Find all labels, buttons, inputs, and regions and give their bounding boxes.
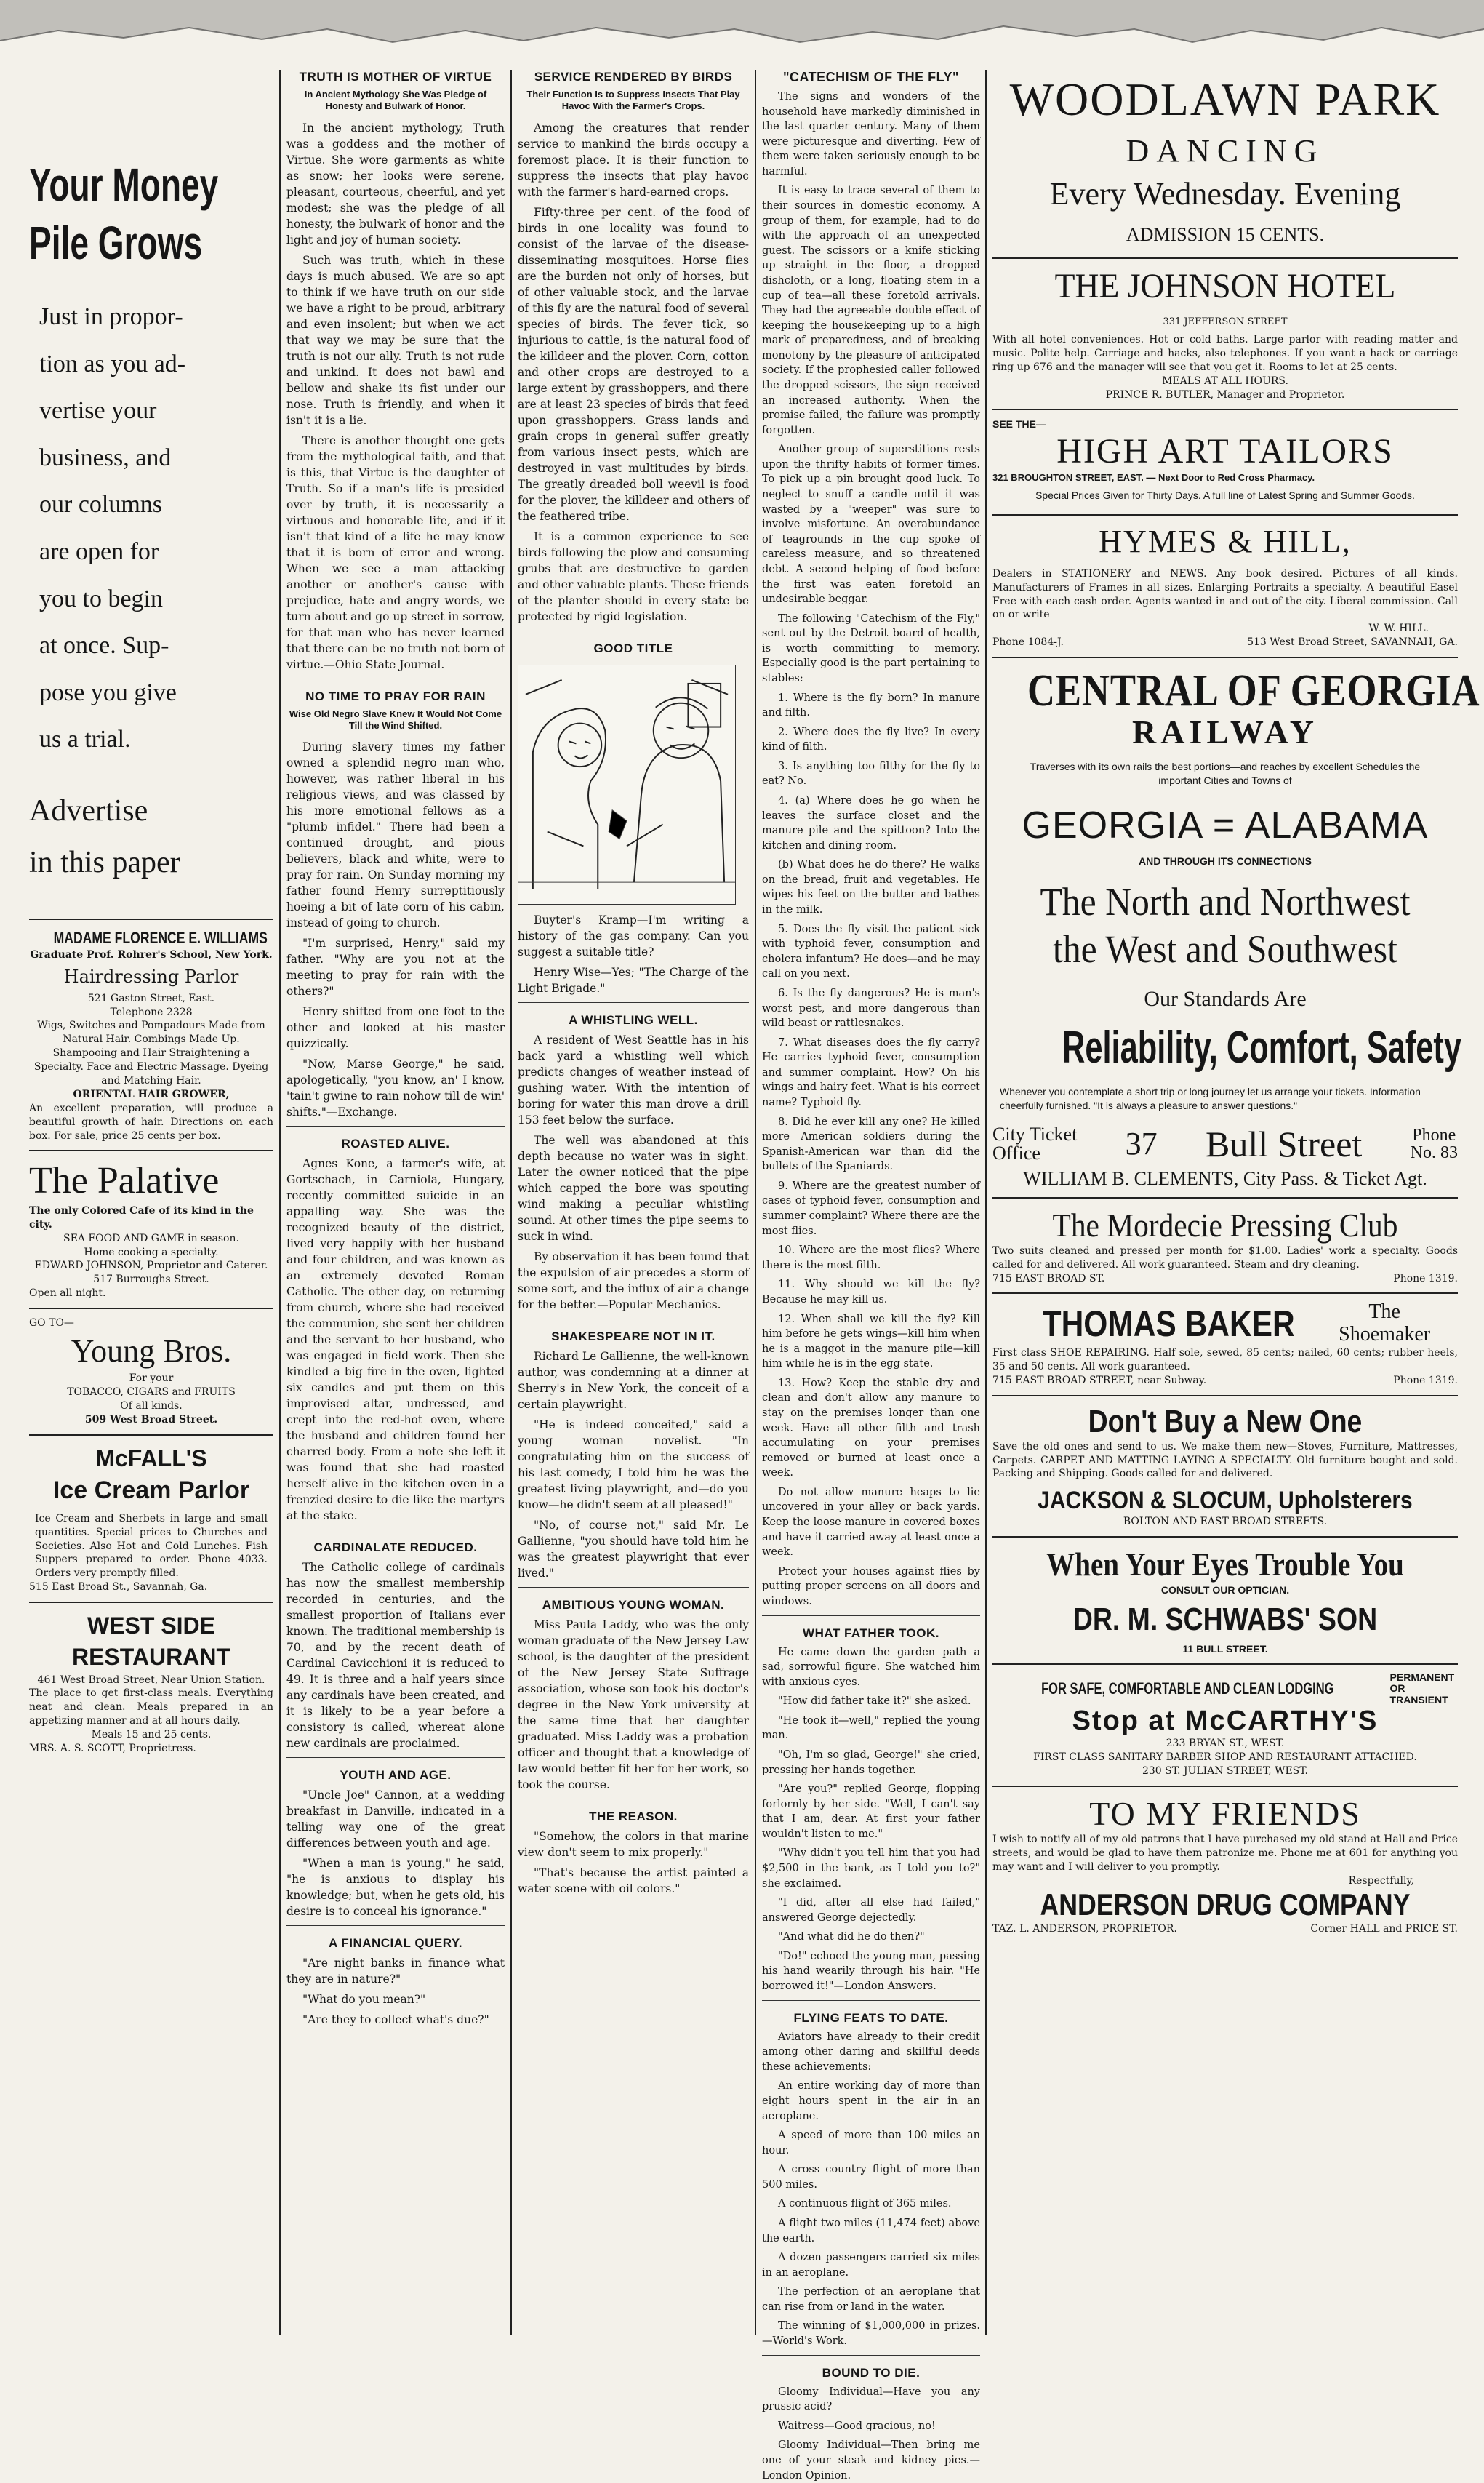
article-paragraph: 7. What diseases does the fly carry? He carries typhoid fever, consumption and summer complaint. How? On his wings and hairy feet. What is his correct name? Typhoid fly. [762,1036,980,1108]
article-paragraph: A dozen passengers carried six miles in an aeroplane. [762,2252,980,2279]
johnson-text: With all hotel conveniences. Hot or cold baths. Large parlor with reading matter and music. Polite help. Carriage and hacks, also telephones. If you want a hack or carriage ring up 676 and the manager will see that you get it. Rooms to let at 25 cents. [992,334,1458,373]
article-paragraph: Fifty-three per cent. of the food of birds in one locality was found to consist of the larvae of the disease-disseminating mosquitoes. Horse flies are the burden not only of horses, but of other valuable stock, and the larvae of this fly are the natural food of several species of birds. The fever tick, so injurious to cattle, is the natural food of the killdeer and the plover. Corn, cotton and other crops are destroyed to a large extent by grasshoppers, and there are at least 23 species of birds that feed upon grasshoppers. Grass lands and grain crops in general suffer greatly from various insect pests, which are destroyed in vast multitudes by birds. The greatly dreaded boll weevil is food for the plover, the killdeer and others of the feathered tribe. [518,205,749,523]
johnson-title: THE JOHNSON HOTEL [1054,267,1396,305]
article-paragraph: Such was truth, which in these days is much abused. We are so apt to think if we have truth on our side we have a right to be proud, arbitrary and even insolent; but when we act that way we may be sure that the truth is not our ally. Truth is not rude and unkind. It does not bawl and bellow and shake its fist under our nose. Truth is friendly, and when it isn't it is a lie. [286,253,505,427]
article-paragraph: A cross country flight of more than 500 miles. [762,2164,980,2191]
tailors-address: 321 BROUGHTON STREET, EAST. — Next Door to Red Cross Pharmacy. [992,472,1315,484]
article-paragraph: Do not allow manure heaps to lie uncovered in your alley or back yards. Keep the loose manure in covered boxes and have it carried away at least once a week. [762,1486,980,1559]
article-paragraph: Miss Paula Laddy, who was the only woman graduate of the New Jersey Law school, is the daughter of the president of the New Jersey State Suffrage association, whose son took his doctor's degree in the New York university at the same time that her daughter graduated. Miss Laddy was a probation officer and thought that a knowledge of law would better fit her for her work, so took the course. [518,1618,749,1791]
jackson-address: BOLTON AND EAST BROAD STREETS. [1123,1516,1328,1528]
our-standards: Our Standards Are [1144,987,1307,1012]
baker-shoemaker: Shoemaker [1339,1323,1431,1346]
hymes-text: Dealers in STATIONERY and NEWS. Any book desired. Pictures of all kinds. Manufacturers of Frames in all sizes. Enlarging Portraits a specialty. A beautiful Easel Free with each cash order. Agents wanted in and out of the city. Liberal commission. Call on or write [992,567,1458,621]
dont-buy-ad [992,1404,1458,1530]
ticket-agent: WILLIAM B. CLEMENTS, City Pass. & Ticket Agt. [1023,1167,1427,1189]
ad-body-lines [29,294,273,764]
article-headline: SERVICE RENDERED BY BIRDS [534,70,733,84]
article-paragraph: "How did father take it?" she asked. [778,1695,971,1708]
schwab-title: DR. M. SCHWABS' SON [1072,1602,1378,1638]
column-rule [755,70,756,2335]
article-paragraph: Protect your houses against flies by putting proper screens on all doors and windows. [762,1565,980,1607]
ad-body-line: pose you give [39,679,177,706]
cartoon-caption: Henry Wise—Yes; "The Charge of the Light Brigade." [518,965,749,995]
young-name: Young Bros. [71,1332,232,1369]
article-paragraph: "Somehow, the colors in that marine view don't seem to mix properly." [518,1829,749,1859]
north-northwest: The North and Northwest [1040,879,1411,924]
article-paragraph: 1. Where is the fly born? In manure and filth. [762,692,980,719]
ad-title-line2: Pile Grows [29,216,203,269]
palative-name: The Palative [29,1160,220,1202]
column-ads-left [29,70,273,2335]
article-paragraph: "Are night banks in finance what they are in nature?" [286,1956,505,1986]
williams-grower-text: An excellent preparation, will produce a beautiful growth of hair. Directions on each box. For sale, price 25 cents per box. [29,1102,273,1142]
anderson-title: ANDERSON DRUG COMPANY [1040,1887,1411,1922]
cog-title: CENTRAL OF GEORGIA [1027,666,1480,716]
young-goods: TOBACCO, CIGARS and FRUITS [67,1386,236,1399]
article-paragraph: "Are you?" replied George, flopping forlornly by her side. "Well, I can't say that I am, dear. At first your father wouldn't listen to me." [762,1783,980,1840]
dont-buy-text: Save the old ones and send to us. We make them new—Stoves, Furniture, Mattresses, Carpets. CARPET AND MATTING LAYING A SPECIALTY. Old furniture bought and sold. Packing and Shipping. Goods called for and delivered. [992,1440,1458,1480]
westside-text: The place to get first-class meals. Everything neat and clean. Meals prepared in an appetizing manner and at all hours daily. [29,1687,273,1727]
article-paragraph: 8. Did he ever kill any one? He killed more American soldiers during the Spanish-American war than did the bullets of the Spaniards. [762,1116,980,1173]
baker-phone: Phone 1319. [1393,1374,1458,1386]
westside-title-2: RESTAURANT [71,1644,231,1671]
article-paragraph: The well was abandoned at this depth because no water was in sight. Later the owner noticed that the pipe which capped the bore was spouting wind making a peculiar whistling sound. At other times the pipe seems to suck in wind. [518,1133,749,1243]
column-ads-right [992,73,1480,2335]
williams-name: MADAME FLORENCE E. WILLIAMS [53,928,268,947]
article-headline: "CATECHISM OF THE FLY" [782,70,960,84]
westside-owner: MRS. A. S. SCOTT, Proprietress. [29,1742,196,1754]
article-paragraph: "He took it—well," replied the young man. [762,1714,980,1742]
article-headline: GOOD TITLE [593,641,673,655]
article-paragraph: Agnes Kone, a farmer's wife, at Gortschach, in Carniola, Hungary, recently committed suicide in an appalling way. She was the recognized beauty of the district, lived very happily with her husband and four children, and was known as an extremely devoted Roman Catholic. The other day, on returning from church, where she had received the communion, she sent her children and the servant to her husband, who was engaged in field work. Then she kindled a big fire in the oven, lighted six candles and put them on this improvised altar, undressed, and crept into the red-hot oven, where the husband and children found her charred body. From a note she left it was found that she had roasted herself alive in the kitchen oven in a frenzied desire to die like the martyrs at the stake. [286,1157,505,1522]
mccarthy-ad [992,1672,1458,1778]
mordecie-ad [992,1206,1458,1286]
anderson-proprietor: TAZ. L. ANDERSON, PROPRIETOR. [992,1923,1177,1935]
tailors-ad [992,417,1458,506]
westside-ad [29,1610,273,1756]
article-paragraph: The winning of $1,000,000 in prizes.—World's Work. [762,2320,980,2348]
westside-address: 461 West Broad Street, Near Union Station. [37,1674,265,1686]
ticket-number: 37 [1125,1126,1158,1162]
article-subhead: In Ancient Mythology She Was Pledge of Honesty and Bulwark of Honor. [304,89,487,112]
young-kinds: Of all kinds. [120,1399,183,1412]
woodlawn-ad [992,73,1458,246]
mcfall-name: McFALL'S [95,1444,207,1471]
article-paragraph: Henry shifted from one foot to the other and looked at his master quizzically. [286,1005,505,1050]
palative-hours: Open all night. [29,1287,106,1300]
young-for: For your [129,1372,174,1385]
article-paragraph: Gloomy Individual—Have you any prussic acid? [762,2386,980,2413]
article-paragraph: 2. Where does the fly live? In every kind of filth. [762,726,980,753]
williams-phone: Telephone 2328 [110,1006,193,1018]
central-georgia-ad [992,665,1480,1190]
palative-sea-food: SEA FOOD AND GAME in season. [63,1232,239,1244]
article-headline: THE REASON. [589,1809,678,1823]
mccarthy-stop: Stop at McCARTHY'S [1072,1706,1379,1737]
article-paragraph: "He is indeed conceited," said a young woman novelist. "In congratulating him on the success of his last comedy, I told him he was the greatest living playwright, and—do you know—he didn't seem at all pleased!" [518,1418,749,1511]
woodlawn-title: WOODLAWN PARK [1009,73,1441,125]
williams-grower: ORIENTAL HAIR GROWER, [73,1088,230,1100]
palative-home-cooking: Home cooking a specialty. [84,1246,219,1258]
article-paragraph: During slavery times my father owned a splendid negro man who, however, was rather liberal in his religious views, and was classed by his more emotional fellows as a "plumb infidel." There had been a continued drought, and pious believers, black and white, were to pray for rain. On Sunday morning my father found Henry surreptitiously hoeing a bit of late corn of his cabin, instead of going to church. [286,740,505,929]
ad-tagline-1: Advertise [29,793,148,828]
williams-parlor: Hairdressing Parlor [63,967,239,988]
reliability-comfort-safety: Reliability, Comfort, Safety [1062,1023,1462,1073]
williams-graduate: Graduate Prof. Rohrer's School, New York. [30,949,273,961]
georgia-alabama: GEORGIA = ALABAMA [1022,804,1429,847]
williams-ad [29,927,273,1143]
baker-the: The [1368,1300,1400,1324]
tailors-title: HIGH ART TAILORS [1056,432,1394,471]
article-paragraph: "Are they to collect what's due?" [302,2013,489,2026]
mcfall-address: 515 East Broad St., Savannah, Ga. [29,1581,208,1594]
article-paragraph: (b) What does he do there? He walks on the bread, fruit and vegetables. He wipes his feet on the butter and bathes in the milk. [762,859,980,916]
article-headline: NO TIME TO PRAY FOR RAIN [305,689,486,703]
article-paragraph: It is a common experience to see birds following the plow and consuming grubs that are destructive to garden and other valuable plants. These friends of the planter should in every state be protected by rigid legislation. [518,529,749,623]
westside-title-1: WEST SIDE [87,1612,215,1639]
ad-title-line1: Your Money [29,159,219,211]
article-paragraph: Richard Le Gallienne, the well-known author, was condemning at a dinner at Sherry's in New York, the conceit of a certain playwright. [518,1349,749,1411]
flying-feats [762,2030,980,2349]
cog-railway: RAILWAY [1132,713,1318,751]
mcfall-subtitle: Ice Cream Parlor [52,1476,250,1504]
article-paragraph: The signs and wonders of the household have markedly diminished in the last quarter century. Many of them were picturesque and diverting. Few of them were taken seriously enough to be harmful. [762,91,980,177]
young-address: 509 West Broad Street. [84,1413,218,1426]
williams-address: 521 Gaston Street, East. [87,992,215,1004]
optician-ad [992,1545,1458,1656]
article-paragraph: An entire working day of more than eight hours spent in the air in an aeroplane. [762,2080,980,2122]
article-paragraph: 11. Why should we kill the fly? Because he may kill us. [762,1279,980,1306]
williams-services: Wigs, Switches and Pompadours Made from Natural Hair. Combings Made Up. Shampooing and Hair Straightening a Specialty. Face and Electric Massage. Dyeing and Matching Hair. [33,1020,269,1087]
mccarthy-barber: FIRST CLASS SANITARY BARBER SHOP AND RESTAURANT ATTACHED. [1033,1751,1417,1764]
tailors-special: Special Prices Given for Thirty Days. A full line of Latest Spring and Summer Goods. [1035,489,1415,501]
tailors-see: SEE THE— [992,418,1046,431]
ad-body-line: you to begin [39,585,163,612]
palative-ad [29,1159,273,1300]
article-paragraph: Another group of superstitions rests upon the thrifty habits of former times. To pick up a pin brought good luck. To neglect to snuff a candle until it was wasted by a "weeper" was sure to involve misfortune. An overabundance of teagrounds in the cup spoke of careless measure, and so threatened debt. A second helping of food before the first was eaten foretold an undesirable beggar. [762,444,980,606]
article-paragraph: "What do you mean?" [302,1993,426,2006]
article-paragraph: The Catholic college of cardinals has now the smallest membership recorded in centuries, and the smallest proportion of Italians ever known. The traditional membership is 70, and by the recent death of Cardinal Cavicchioni it is reduced to 49. It is three and a half years since any cardinals have been created, and it is likely to be a year before a consistory is called, whereat alone new cardinals are proclaimed. [286,1561,505,1750]
mccarthy-transient: OR TRANSIENT [1389,1682,1448,1706]
johnson-hotel-ad [992,266,1458,401]
article-paragraph: "And what did he do then?" [778,1931,925,1943]
article-paragraph: A flight two miles (11,474 feet) above the earth. [762,2218,980,2244]
article-paragraph: "When a man is young," he said, "he is anxious to display his knowledge; but, when he gets old, his desire is to conceal his ignorance." [286,1857,505,1918]
article-paragraph: By observation it has been found that the expulsion of air precedes a storm of some sort, and the influx of air a change for the better.—Popular Mechanics. [518,1250,749,1311]
article-paragraph: 4. (a) Where does he go when he leaves the surface closet and the manure pile and the spittoon? Into the kitchen and dining room. [762,795,980,852]
ad-body-line: tion as you ad- [39,350,186,377]
mordecie-title: The Mordecie Pressing Club [1052,1206,1398,1244]
friends-ad [992,1794,1458,1936]
cartoon-caption: Buyter's Kramp—I'm writing a history of the gas company. Can you suggest a suitable title? [518,913,749,959]
article-paragraph: Waitress—Good gracious, no! [778,2420,936,2432]
mccarthy-address: 233 BRYAN ST., WEST. [1166,1738,1285,1750]
article-paragraph: The following "Catechism of the Fly," sent out by the Detroit board of health, is worth committing to memory. Especially good is the part pertaining to stables: [762,612,980,684]
friends-text: I wish to notify all of my old patrons that I have purchased my old stand at Hall and Price streets, and would be glad to have them patronize me. Phone me at 601 for anything you may want and I will deliver to you promptly. [992,1833,1458,1873]
article-subhead: Their Function Is to Suppress Insects That Play Havoc With the Farmer's Crops. [526,89,740,112]
ticket-office-2: Office [992,1142,1040,1164]
article-paragraph: There is another thought one gets from the mythological faith, and that is this, that Virtue is the daughter of Truth. So if a man's life is presided over by truth, it is necessarily a virtuous and honorable life, and if it isn't that kind of a life he may know that it is born of error and wrong. When we see a man attacking another or another's cause with prejudice, hate and angry words, we turn about and go up street in sorrow, for that man who has never learned that there can be no truth not born of virtue.—Ohio State Journal. [286,433,505,671]
cog-text: Traverses with its own rails the best portions—and reaches by excellent Schedules the important Cities and Towns of [1030,761,1421,787]
article-paragraph: 12. When shall we kill the fly? Kill him before he gets wings—kill him when he is a maggot in the manure pile—kill him while he is in the egg state. [762,1313,980,1370]
column-articles-4 [762,70,980,2482]
mcfall-text: Ice Cream and Sherbets in large and small quantities. Special prices to Churches and Societies. Also Hot and Cold Lunches. Fish Suppers prepared to order. Phone 4033. Orders very promptly filled. [35,1512,268,1580]
ad-body-line: at once. Sup- [39,632,169,660]
schwab-address: 11 BULL STREET. [1182,1643,1268,1655]
article-paragraph: Gloomy Individual—Then bring me one of your steak and kidney pies.—London Opinion. [762,2439,980,2482]
article-paragraph: "Do!" echoed the young man, passing his hand wearily through his hair. "He borrowed it!"—London Answers. [762,1950,980,1993]
mccarthy-safe: FOR SAFE, COMFORTABLE AND CLEAN LODGING [1041,1679,1334,1698]
young-bros-ad [29,1316,273,1427]
eyes-title: When Your Eyes Trouble You [1046,1546,1404,1583]
cog-connections: AND THROUGH ITS CONNECTIONS [1139,855,1312,867]
baker-address: 715 EAST BROAD STREET, near Subway. [992,1374,1207,1386]
johnson-meals: MEALS AT ALL HOURS. [1162,375,1288,387]
article-paragraph: 9. Where are the greatest number of cases of typhoid fever, consumption and summer complaint? Where there are the most flies. [762,1180,980,1237]
eyes-consult: CONSULT OUR OPTICIAN. [1160,1584,1290,1596]
article-paragraph: He came down the garden path a sad, sorrowful figure. She watched him with anxious eyes. [762,1646,980,1688]
father-story [762,1645,980,1994]
baker-text: First class SHOE REPAIRING. Half sole, sewed, 85 cents; nailed, 60 cents; rubber heels, 35 and 50 cents. All work guaranteed. [992,1347,1458,1372]
mordecie-text: Two suits cleaned and pressed per month for $1.00. Ladies' work a specialty. Goods called for and delivered. All work guaranteed. Steam and dry cleaning. [992,1244,1458,1271]
article-paragraph: A continuous flight of 365 miles. [778,2198,952,2210]
woodlawn-admission: ADMISSION 15 CENTS. [1126,224,1325,245]
hymes-phone: Phone 1084-J. [992,636,1064,649]
friends-respectfully: Respectfully, [1348,1874,1414,1887]
article-paragraph: 5. Does the fly visit the patient sick with typhoid fever, consumption and cholera infantum? He does—and he may call on you next. [762,923,980,980]
mordecie-phone: Phone 1319. [1393,1272,1458,1284]
article-paragraph: A resident of West Seattle has in his back yard a whistling well which predicts changes of weather instead of gushing water. With the intention of boring for water this man drove a drill 153 feet below the surface. [518,1033,749,1127]
article-paragraph: A speed of more than 100 miles an hour. [762,2130,980,2156]
palative-address: 517 Burroughs Street. [93,1274,209,1286]
cog-contemplate: Whenever you contemplate a short trip or long journey let us arrange your tickets. Information cheerfully furnished. "It is always a pleasure to answer questions." [1000,1085,1421,1111]
woodlawn-dancing: DANCING [1126,133,1325,169]
article-headline: BOUND TO DIE. [822,2365,921,2380]
ad-body-line: vertise your [39,397,157,425]
article-headline: A FINANCIAL QUERY. [328,1936,463,1950]
young-goto: GO TO— [29,1317,74,1330]
dont-buy-title: Don't Buy a New One [1088,1403,1363,1439]
article-paragraph: Among the creatures that render service to mankind the birds occupy a foremost place. It is their function to suppress the insects that play havoc with the farmer's hard-earned crops. [518,121,749,199]
article-headline: ROASTED ALIVE. [341,1137,450,1151]
friends-title: TO MY FRIENDS [1089,1794,1361,1832]
torn-page-edge [0,0,1484,65]
article-headline: WHAT FATHER TOOK. [803,1626,939,1640]
cartoon-illustration [518,665,736,905]
hymes-title: HYMES & HILL, [1099,523,1352,559]
article-paragraph: 13. How? Keep the stable dry and clean and don't allow any manure to stay on the premises longer than one week. Have all other filth and trash accumulating on your premises removed or burned at least once a week. [762,1377,980,1479]
mordecie-address: 715 EAST BROAD ST. [992,1272,1105,1284]
anderson-address: Corner HALL and PRICE ST. [1310,1923,1458,1935]
ticket-phone-1: Phone [1412,1125,1456,1145]
ad-body-line: us a trial. [39,726,131,753]
jackson-title: JACKSON & SLOCUM, Upholsterers [1038,1487,1413,1515]
ad-tagline-2: in this paper [29,846,180,880]
article-subhead: Wise Old Negro Slave Knew It Would Not Come Till the Wind Shifted. [289,708,502,731]
article-paragraph: It is easy to trace several of them to their sources in domestic economy. A group of them, for example, had to do with the approach of an unexpected guest. The scissors or a knife sticking up straight in the floor, a dropped dishcloth, or a long, floating stem in a cup of tea—all these foretold arrivals. They had the agreeable double effect of keeping the housekeeping up to a high mark of preparedness, and of breaking monotony by the pleasure of anticipated society. If the prophesied caller followed the dropped scissors, the sign received an increased authority. When the promise failed, the failure was promptly forgotten. [762,185,980,436]
baker-title: THOMAS BAKER [1042,1303,1295,1345]
ticket-street: Bull Street [1206,1123,1363,1164]
mccarthy-address-2: 230 ST. JULIAN STREET, WEST. [1142,1765,1308,1777]
hymes-who: W. W. HILL. [1368,623,1429,635]
ad-body-line: Just in propor- [39,303,183,330]
article-headline: TRUTH IS MOTHER OF VIRTUE [299,70,492,84]
article-paragraph: "Oh, I'm so glad, George!" she cried, pressing her hands together. [762,1748,980,1776]
ad-body-line: are open for [39,537,159,565]
ticket-office-1: City Ticket [992,1123,1078,1145]
article-paragraph: 10. Where are the most flies? Where there is the most filth. [762,1244,980,1271]
westside-meals: Meals 15 and 25 cents. [91,1729,212,1741]
article-paragraph: "Now, Marse George," he said, apologetically, "you know, an' I know, 'tain't gwine to rain nohow till de win' shifts."—Exchange. [286,1057,505,1119]
mcfall-ad [29,1443,273,1594]
advertise-ad [29,70,273,889]
hymes-hill-ad [992,523,1458,649]
ad-body-line: our columns [39,491,163,519]
article-paragraph: 6. Is the fly dangerous? He is man's worst pest, and more dangerous than wild beast or rattlesnakes. [762,987,980,1030]
ad-body-line: business, and [39,444,172,471]
catechism-list [762,691,980,1610]
palative-text: The only Colored Cafe of its kind in the city. [29,1204,254,1231]
mccarthy-permanent: PERMANENT [1389,1671,1455,1684]
article-paragraph: "I'm surprised, Henry," said my father. "Why are you not at the meeting to pray for rain with the others?" [286,937,505,998]
article-headline: CARDINALATE REDUCED. [313,1540,478,1554]
bound-to-die [762,2385,980,2483]
article-paragraph: "I did, after all else had failed," answered George dejectedly. [762,1897,980,1924]
article-headline: YOUTH AND AGE. [340,1768,452,1782]
article-paragraph: "Uncle Joe" Cannon, at a wedding breakfast in Danville, indicated in a telling way one of the great differences between youth and age. [286,1788,505,1850]
article-paragraph: In the ancient mythology, Truth was a goddess and the mother of Virtue. She wore garments as white as snow; her looks were serene, pleasant, courteous, cheerful, and yet modest; she was the pledge of all honesty, the bulwark of honor and the light and joy of human society. [286,121,505,247]
ticket-phone-2: No. 83 [1410,1143,1458,1162]
article-paragraph: "That's because the artist painted a water scene with oil colors." [518,1866,749,1895]
baker-ad [992,1301,1458,1387]
article-headline: FLYING FEATS TO DATE. [793,2010,949,2025]
article-headline: A WHISTLING WELL. [569,1012,698,1027]
article-paragraph: The perfection of an aeroplane that can rise from or land in the water. [762,2286,980,2313]
article-paragraph: "No, of course not," said Mr. Le Gallienne, "you should have told him he was the greatest playwright that ever lived." [518,1518,749,1580]
johnson-address: 331 JEFFERSON STREET [1163,316,1288,327]
article-paragraph: Aviators have already to their credit among other daring and skillful deeds these achievements: [762,2031,980,2073]
column-articles-3 [518,70,749,2335]
article-paragraph: "Why didn't you tell him that you had $2,500 in the bank, as I told you to?" she exclaimed. [762,1847,980,1890]
west-southwest: the West and Southwest [1053,927,1397,971]
hymes-address: 513 West Broad Street, SAVANNAH, GA. [1247,636,1458,649]
article-paragraph: 3. Is anything too filthy for the fly to eat? No. [762,760,980,788]
johnson-proprietor: PRINCE R. BUTLER, Manager and Proprietor. [1105,388,1345,401]
column-rule [510,70,512,2335]
column-rule [985,70,987,2335]
column-articles-2 [286,70,505,2335]
article-headline: AMBITIOUS YOUNG WOMAN. [542,1597,725,1612]
article-headline: SHAKESPEARE NOT IN IT. [551,1329,715,1343]
column-rule [279,70,281,2335]
woodlawn-when: Every Wednesday. Evening [1049,176,1401,212]
palative-owner: EDWARD JOHNSON, Proprietor and Caterer. [34,1260,268,1272]
